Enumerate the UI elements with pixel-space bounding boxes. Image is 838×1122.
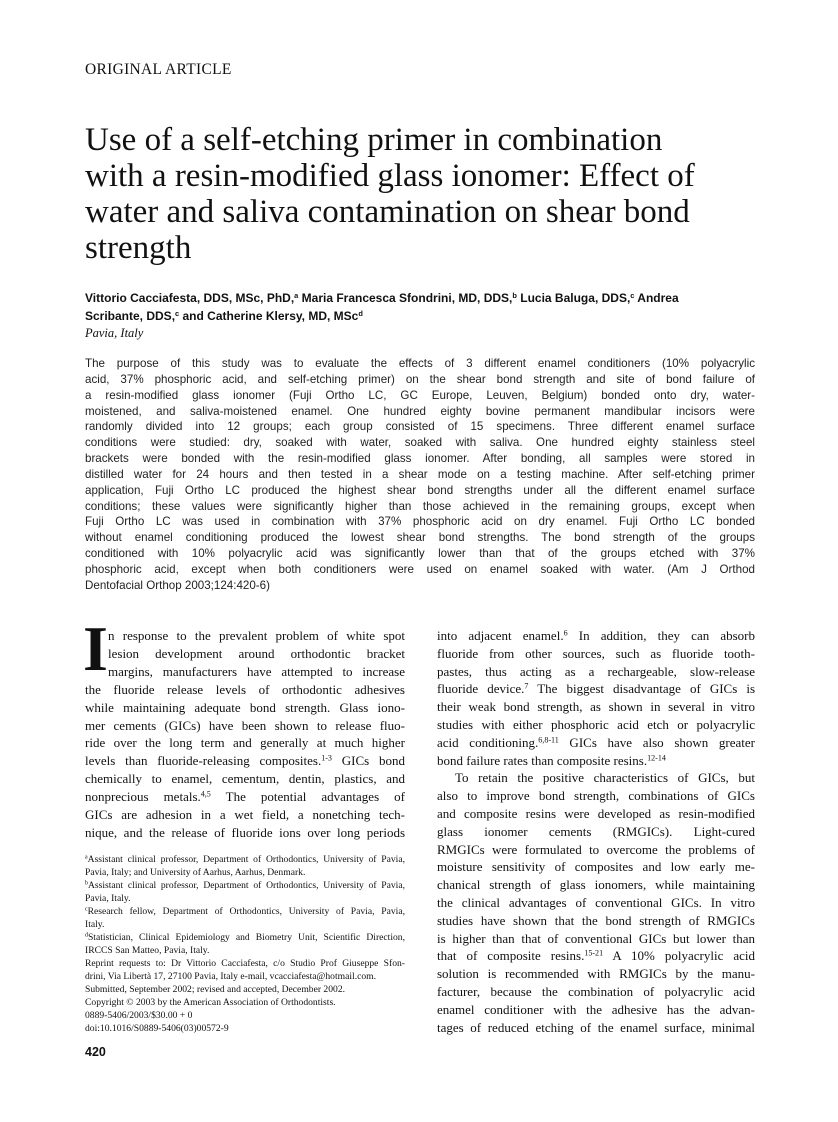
text-run: margins, manufacturers have attempted to increase: [108, 663, 405, 679]
superscript-reference: a: [294, 290, 299, 300]
text-line: [85, 530, 755, 546]
text-line: [85, 290, 765, 308]
text-run: Pavia, Italy; and University of Aarhus, Aarhus, Denmark.: [85, 867, 306, 878]
text-line: [437, 716, 755, 734]
text-line: [85, 308, 765, 326]
text-line: [437, 645, 755, 663]
text-run: distilled water for 24 hours and then tested in a shear mode on a testing machine. After self-etching primer: [85, 467, 755, 481]
text-run: levels than fluoride-releasing composites.: [85, 753, 322, 769]
title-line: Use of a self-etching primer in combination: [85, 122, 663, 158]
text-run: application, Fuji Ortho LC produced the highest shear bond strengths under all the different enamel surface: [85, 483, 755, 497]
text-line: [85, 404, 755, 420]
text-run: The biggest disadvantage of GICs is: [528, 681, 755, 697]
text-run: A 10% polyacrylic acid: [603, 948, 755, 964]
text-run: and composite resins were developed as resin-modified: [437, 805, 755, 821]
text-run: conditions; these values were significantly higher than those achieved in the remaining groups, except when: [85, 499, 755, 513]
text-line: [85, 1022, 405, 1035]
abstract: [85, 356, 755, 594]
text-line: [437, 769, 755, 787]
text-line: [437, 1001, 755, 1019]
article-title: [85, 122, 785, 266]
superscript-reference: 7: [524, 681, 529, 691]
text-run: while maintaining adequate bond strength. Glass iono-: [85, 699, 405, 715]
text-run: acid conditioning.: [437, 734, 539, 750]
page-number: 420: [85, 1045, 106, 1059]
text-run: The purpose of this study was to evaluate the effects of 3 different enamel conditioners (10% polyacrylic: [85, 357, 755, 370]
text-line: [85, 681, 405, 699]
footnotes: [85, 853, 405, 1035]
paragraph: [85, 905, 405, 931]
text-run: is higher than that of conventional GICs but lower than: [437, 930, 755, 946]
text-run: Maria Francesca Sfondrini, MD, DDS,: [298, 291, 513, 305]
text-run: that of composite resins.: [437, 948, 585, 964]
author-list: [85, 290, 765, 325]
text-line: [437, 965, 755, 983]
paragraph: [85, 853, 405, 879]
text-run: without enamel conditioning produced the lowest shear bond strengths. The bond strength of the groups: [85, 531, 755, 545]
text-run: RMGICs were formulated to overcome the problems of: [437, 841, 755, 857]
text-line: [437, 912, 755, 930]
text-line: [85, 866, 405, 879]
text-line: [85, 663, 405, 681]
text-run: studies with either phosphoric acid etch or polyacrylic: [437, 716, 755, 732]
text-line: [85, 699, 405, 717]
text-line: [85, 388, 755, 404]
superscript-reference: 15-21: [584, 948, 604, 958]
superscript-reference: 6: [563, 628, 568, 638]
text-line: [437, 947, 755, 965]
text-run: Assistant clinical professor, Department of Orthodontics, University of Pavia,: [87, 854, 405, 865]
title-line: with a resin-modified glass ionomer: Effect of: [85, 158, 695, 194]
text-run: doi:10.1016/S0889-5406(03)00572-9: [85, 1023, 229, 1034]
body-column-left: [85, 627, 405, 842]
text-run: Lucia Baluga, DDS,: [516, 291, 631, 305]
text-run: into adjacent enamel.: [437, 628, 564, 643]
text-line: [437, 1019, 755, 1037]
text-run: n response to the prevalent problem of white spot: [108, 628, 405, 643]
text-run: randomly divided into 12 groups; each group consisted of 15 specimens. Three different enamel surface: [85, 420, 755, 434]
text-run: Submitted, September 2002; revised and accepted, December 2002.: [85, 984, 346, 995]
text-run: tages of reduced etching of the enamel surface, minimal: [437, 1019, 755, 1035]
text-line: [85, 483, 755, 499]
text-run: brackets were bonded with the resin-modified glass ionomer. After bonding, all samples were stored in: [85, 452, 755, 466]
text-line: [85, 451, 755, 467]
text-run: Reprint requests to: Dr Vittorio Cacciafesta, c/o Studio Prof Giuseppe Sfon-: [85, 958, 405, 969]
text-line: [85, 983, 405, 996]
text-line: [85, 1009, 405, 1022]
text-run: bond failure rates than composite resins.: [437, 752, 648, 768]
text-run: GICs are adhesion in a wet field, a nonetching tech-: [85, 807, 405, 823]
text-line: [85, 892, 405, 905]
author-location: Pavia, Italy: [85, 326, 144, 340]
text-run: IRCCS San Matteo, Pavia, Italy.: [85, 945, 210, 956]
text-line: [85, 578, 755, 594]
text-run: Scribante, DDS,: [85, 308, 176, 323]
text-run: Copyright © 2003 by the American Association of Orthodontists.: [85, 997, 336, 1008]
text-line: [437, 841, 755, 859]
text-run: 0889-5406/2003/$30.00 + 0: [85, 1010, 193, 1021]
paragraph: [85, 1009, 405, 1022]
text-run: enamel conditioner with the adhesive has the advan-: [437, 1001, 755, 1017]
text-line: [437, 983, 755, 1001]
superscript-reference: 12-14: [647, 753, 666, 763]
text-run: Fuji Ortho LC was used in combination with 37% phosphoric acid on dry enamel. Fuji Ortho LC bonded: [85, 515, 755, 529]
text-run: drini, Via Libertà 17, 27100 Pavia, Italy e-mail, vcacciafesta@hotmail.com.: [85, 971, 377, 982]
paragraph: [85, 996, 405, 1009]
text-line: [85, 905, 405, 918]
text-run: GICs have also shown greater: [558, 734, 755, 750]
paragraph: [85, 983, 405, 996]
text-run: To retain the positive characteristics of GICs, but: [455, 770, 755, 786]
text-line: [437, 752, 755, 770]
text-line: [85, 996, 405, 1009]
text-line: [85, 734, 405, 752]
text-line: [437, 787, 755, 805]
text-run: and Catherine Klersy, MD, MSc: [179, 308, 359, 323]
paragraph: [437, 769, 755, 1036]
text-run: Italy.: [85, 919, 105, 930]
text-run: fluoride from other sources, such as fluoride tooth-: [437, 645, 755, 661]
text-run: studies have shown that the bond strength of RMGICs: [437, 912, 755, 928]
text-run: Vittorio Cacciafesta, DDS, MSc, PhD,: [85, 291, 295, 305]
text-run: glass ionomer cements (RMGICs). Light-cured: [437, 823, 755, 839]
text-run: conditioned with 10% polyacrylic acid was significantly lower than that of the groups etched with 37%: [85, 547, 755, 561]
text-line: [85, 931, 405, 944]
superscript-reference: c: [175, 308, 180, 318]
text-line: [437, 876, 755, 894]
section-label: ORIGINAL ARTICLE: [85, 61, 232, 78]
paragraph: [85, 957, 405, 983]
text-run: mer cements (GICs) have been shown to release fluo-: [85, 717, 405, 733]
text-run: moistened, and saliva-moistened enamel. One hundred eighty bovine permanent mandibular incisors were: [85, 404, 755, 418]
superscript-reference: b: [512, 290, 517, 300]
text-line: [85, 752, 405, 770]
paragraph: [437, 627, 755, 769]
title-line: water and saliva contamination on shear bond: [85, 194, 690, 230]
text-run: Andrea: [634, 291, 679, 305]
superscript-reference: 1-3: [321, 753, 332, 763]
text-line: [85, 717, 405, 735]
text-run: nique, and the release of fluoride ions over long periods: [85, 824, 405, 840]
text-line: [437, 734, 755, 752]
superscript-reference: c: [85, 906, 88, 913]
text-line: [437, 930, 755, 948]
text-run: Research fellow, Department of Orthodontics, University of Pavia, Pavia,: [87, 906, 405, 917]
text-run: GICs bond: [331, 753, 405, 769]
text-line: [85, 806, 405, 824]
text-run: Assistant clinical professor, Department of Orthodontics, University of Pavia,: [87, 880, 405, 891]
text-line: [85, 627, 405, 645]
text-line: [85, 467, 755, 483]
text-line: [85, 944, 405, 957]
text-run: In addition, they can absorb: [567, 628, 756, 643]
superscript-reference: c: [630, 290, 635, 300]
text-run: facturer, because the combination of polyacrylic acid: [437, 983, 755, 999]
text-line: [85, 824, 405, 842]
text-line: [85, 514, 755, 530]
text-run: Pavia, Italy.: [85, 893, 131, 904]
text-line: [85, 419, 755, 435]
text-run: a resin-modified glass ionomer (Fuji Ortho LC, GC Europe, Leuven, Belgium) bonded onto dry, water-: [85, 388, 755, 402]
text-run: Statistician, Clinical Epidemiology and Biometry Unit, Scientific Direction,: [87, 932, 405, 943]
drop-cap: I: [83, 613, 108, 684]
text-line: [437, 663, 755, 681]
text-line: [85, 957, 405, 970]
paragraph: [85, 627, 405, 842]
text-run: their weak bond strength, as shown in several in vitro: [437, 699, 755, 715]
text-run: the clinical advantages of conventional GICs. In vitro: [437, 894, 755, 910]
text-line: [85, 356, 755, 372]
text-line: [85, 879, 405, 892]
text-line: [437, 894, 755, 912]
text-line: [85, 970, 405, 983]
text-run: acid, 37% phosphoric acid, and self-etching primer) on the shear bond strength and site of bond failure of: [85, 372, 755, 386]
superscript-reference: d: [358, 308, 363, 318]
text-run: chemically to enamel, cementum, dentin, plastics, and: [85, 771, 405, 787]
text-line: [85, 918, 405, 931]
text-run: conditions were studied: dry, soaked with water, soaked with saliva. One hundred eighty stainless steel: [85, 436, 755, 450]
text-line: [437, 823, 755, 841]
text-line: [85, 788, 405, 806]
text-run: the fluoride release levels of orthodontic adhesives: [85, 681, 405, 697]
superscript-reference: b: [85, 880, 88, 887]
text-line: [437, 627, 755, 645]
text-run: The potential advantages of: [210, 789, 405, 805]
text-run: fluoride device.: [437, 681, 525, 697]
body-column-right: [437, 627, 755, 1036]
text-run: Dentofacial Orthop 2003;124:420-6): [85, 578, 270, 592]
text-run: phosphoric acid, except when both conditioners were used on enamel soaked with water. (Am J Orthod: [85, 562, 755, 576]
text-line: [85, 645, 405, 663]
text-run: moisture sensitivity of composites and low early me-: [437, 859, 755, 875]
text-line: [437, 858, 755, 876]
text-run: solution is recommended with RMGICs by the manu-: [437, 966, 755, 982]
text-line: [85, 546, 755, 562]
text-line: [437, 805, 755, 823]
superscript-reference: a: [85, 854, 88, 861]
superscript-reference: 4,5: [200, 789, 211, 799]
text-line: [437, 680, 755, 698]
paragraph: [85, 879, 405, 905]
text-line: [85, 372, 755, 388]
text-run: also to improve bond strength, combinations of GICs: [437, 788, 755, 804]
paragraph: [85, 931, 405, 957]
text-line: [85, 562, 755, 578]
text-run: nonprecious metals.: [85, 789, 201, 805]
superscript-reference: 6,8-11: [538, 735, 559, 745]
text-run: pastes, thus acting as a rechargeable, slow-release: [437, 663, 755, 679]
text-line: [85, 435, 755, 451]
text-run: ride over the long term and generally at much higher: [85, 735, 405, 751]
text-line: [85, 770, 405, 788]
superscript-reference: d: [85, 932, 88, 939]
paragraph: [85, 356, 755, 594]
text-run: chanical strength of glass ionomers, while maintaining: [437, 877, 755, 893]
text-line: [85, 499, 755, 515]
text-run: lesion development around orthodontic bracket: [108, 645, 405, 661]
text-line: [85, 853, 405, 866]
title-line: strength: [85, 230, 192, 266]
paragraph: [85, 1022, 405, 1035]
text-line: [437, 698, 755, 716]
